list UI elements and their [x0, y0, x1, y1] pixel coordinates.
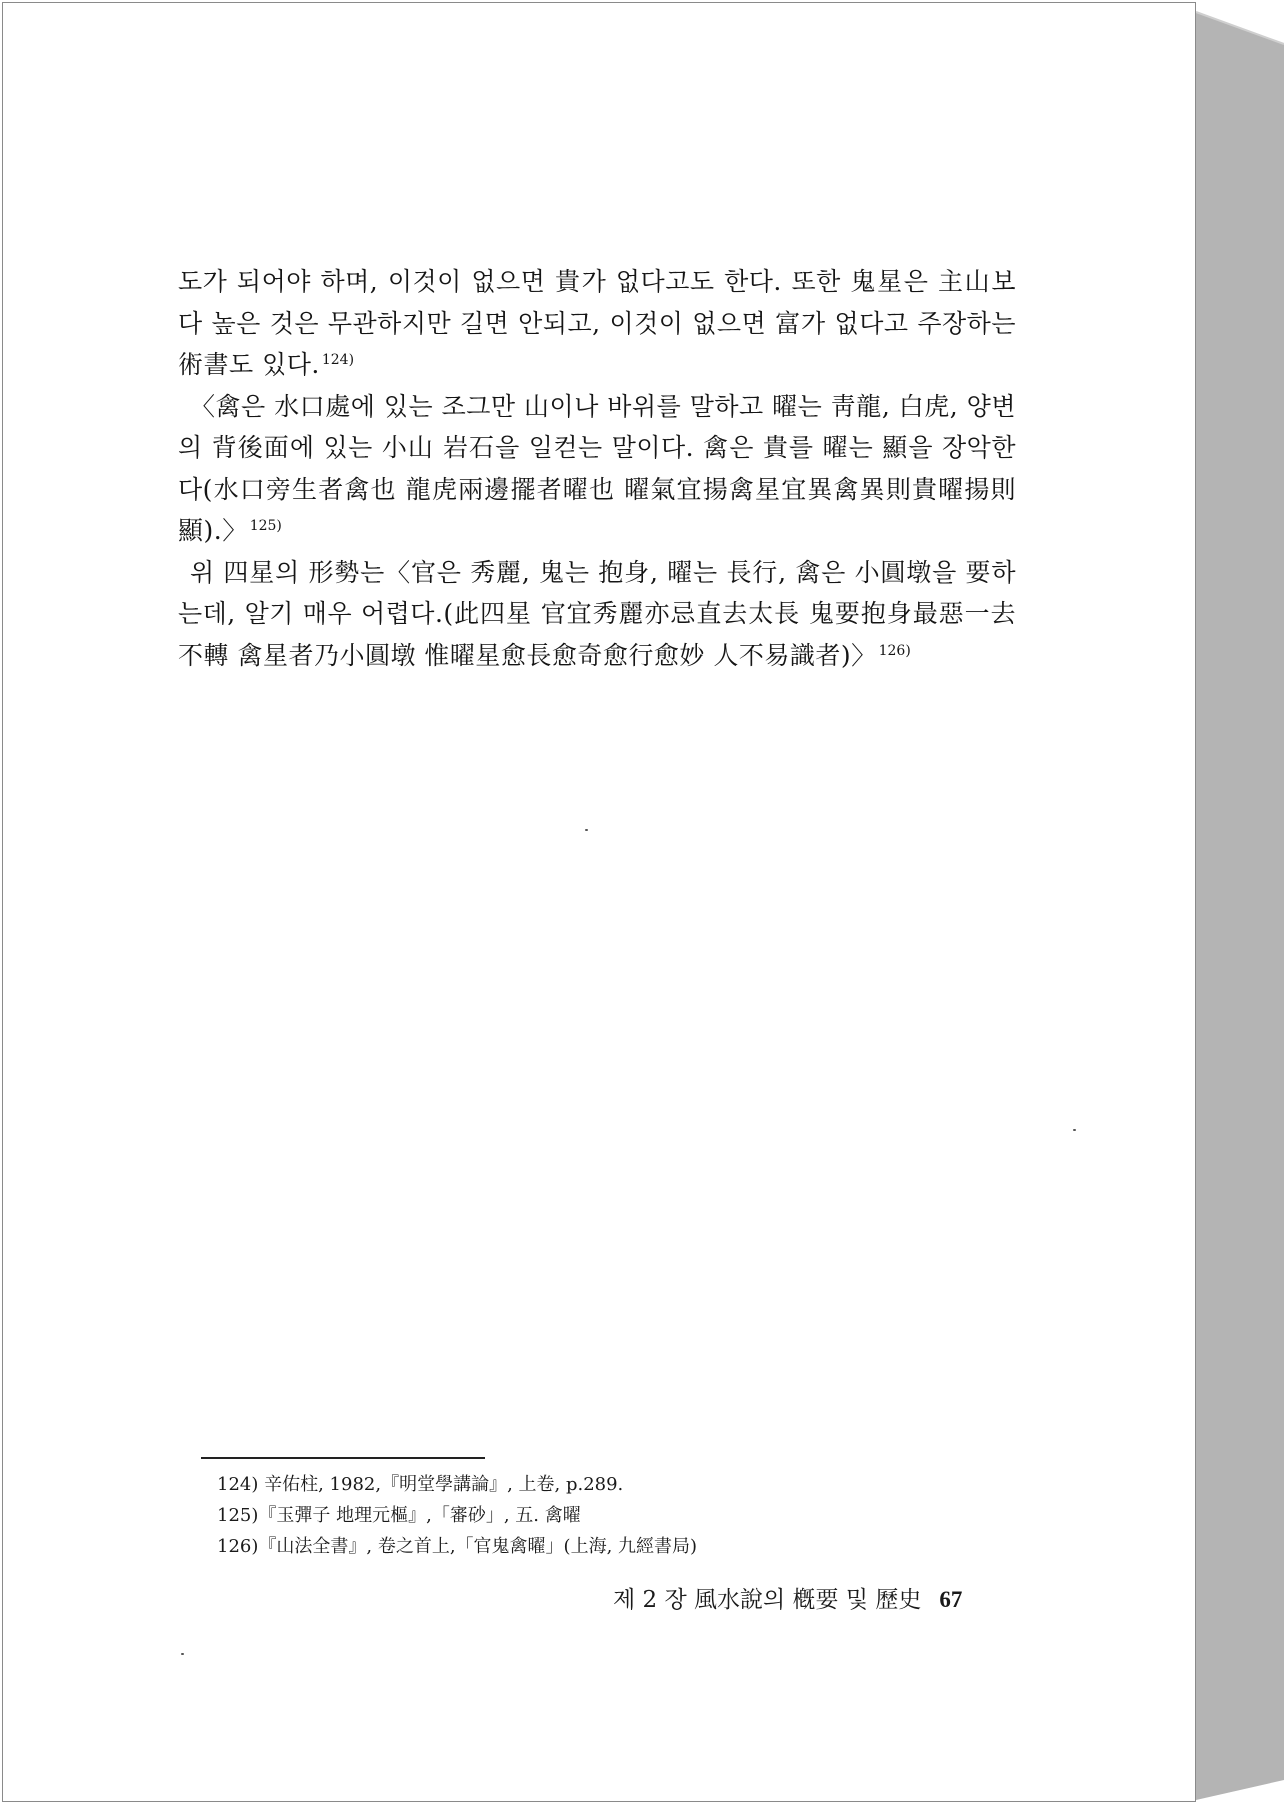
- page-number: 67: [939, 1587, 963, 1612]
- scan-speck: [585, 829, 588, 831]
- chapter-title: 제 2 장 風水說의 槪要 및 歷史: [613, 1587, 922, 1613]
- paragraph-text: 도가 되어야 하며, 이것이 없으면 貴가 없다고도 한다. 또한 鬼星은 主山보다 높은 것은 무관하지만 길면 안되고, 이것이 없으면 富가 없다고 주장하는 術書도 있다.: [178, 267, 1016, 379]
- paragraph-text: 〈禽은 水口處에 있는 조그만 山이나 바위를 말하고 曜는 靑龍, 白虎, 양변의 背後面에 있는 小山 岩石을 일컫는 말이다. 禽은 貴를 曜는 顯을 장악한다(水口旁生者禽也 龍虎兩邊擺者曜也 曜氣宜揚禽星宜異禽異則貴曜揚則顯).〉: [178, 391, 1016, 545]
- footnote: 125)『玉彈子 地理元樞』,「審砂」, 五. 禽曜: [217, 1505, 581, 1526]
- paragraph: [178, 261, 1016, 386]
- body-text: [178, 261, 1016, 676]
- paragraph: [178, 386, 1016, 552]
- paragraph-text: 위 四星의 形勢는〈官은 秀麗, 鬼는 抱身, 曜는 長行, 禽은 小圓墩을 要하는데, 알기 매우 어렵다.(此四星 官宜秀麗亦忌直去太長 鬼要抱身最惡一去不轉 禽星者乃小圓墩 惟曜星愈長愈奇愈行愈妙 人不易識者)〉: [178, 557, 1016, 670]
- scan-speck: [181, 1653, 184, 1655]
- scan-speck: [1073, 1129, 1076, 1131]
- footnotes: [217, 1469, 977, 1562]
- running-footer: [613, 1585, 1013, 1615]
- paragraph: [178, 552, 1016, 677]
- footnote-divider: [201, 1457, 485, 1459]
- page-stack-edge: [1196, 0, 1284, 1806]
- footnote-reference: 124): [321, 352, 355, 368]
- footnote: 126)『山法全書』, 卷之首上,「官鬼禽曜」(上海, 九經書局): [217, 1536, 698, 1557]
- footnote: 124) 辛佑柱, 1982,『明堂學講論』, 上卷, p.289.: [217, 1474, 624, 1495]
- footnote-reference: 126): [878, 642, 911, 659]
- footnote-reference: 125): [249, 518, 282, 534]
- book-page: [2, 2, 1196, 1802]
